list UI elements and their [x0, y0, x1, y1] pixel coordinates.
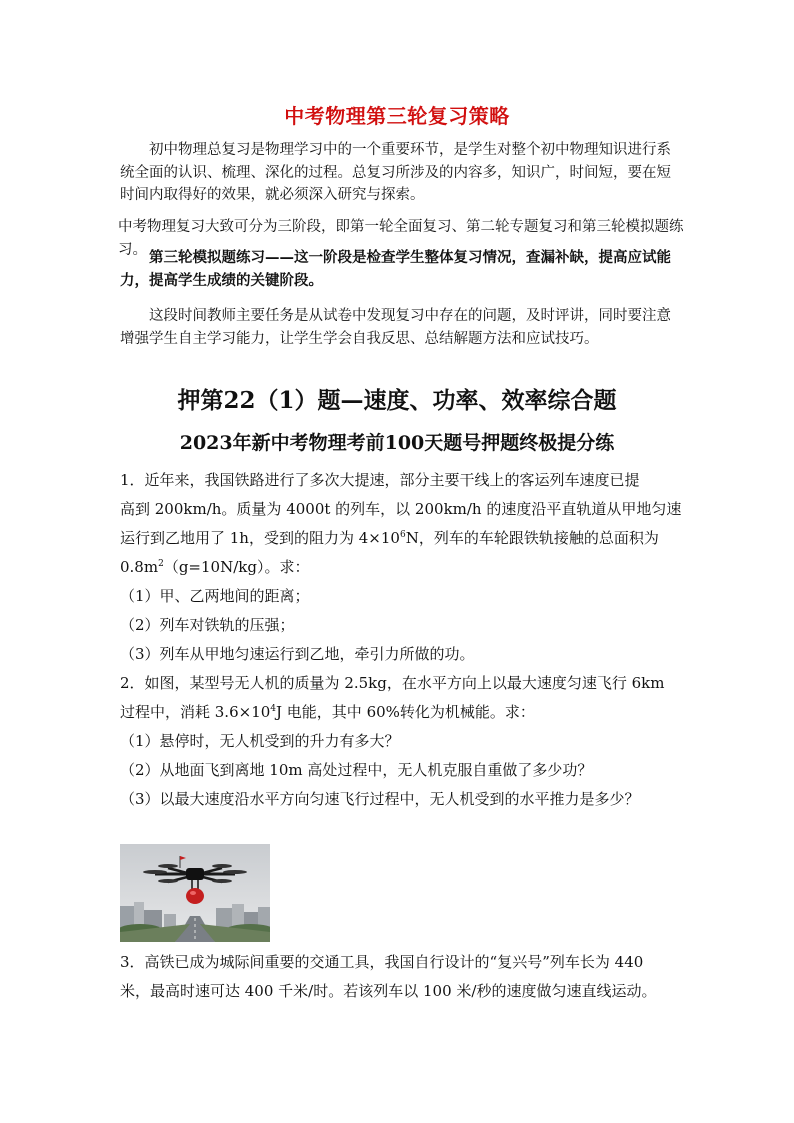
q2-line: 2．如图，某型号无人机的质量为 2.5kg，在水平方向上以最大速度匀速飞行 6km: [120, 674, 665, 692]
drone-illustration: [120, 844, 270, 942]
section-heading: 押第22（1）题—速度、功率、效率综合题: [177, 387, 617, 414]
intro-paragraph-2: 中考物理复习大致可分为三阶段，即第一轮全面复习、第二轮专题复习和第三轮模拟题练习。: [118, 219, 684, 258]
intro-paragraph-3: 第三轮模拟题练习——这一阶段是检查学生整体复习情况，查漏补缺，提高应试能力，提高学生成绩的关键阶段。: [120, 250, 671, 289]
drone-photo: [120, 844, 270, 942]
question-1: [120, 466, 690, 669]
question-3: [120, 948, 690, 1006]
q2-line: 过程中，消耗 $3.6\times 10^4J$ 电能，其中 60%转化为机械能。求：: [120, 703, 535, 721]
q1-line: $0.8m^2(g=10N/kg)$。求：: [120, 558, 310, 576]
q2-subquestion-1: （1）悬停时，无人机受到的升力有多大？: [120, 732, 400, 750]
question-2: [120, 669, 690, 814]
section-subheading: 2023年新中考物理考前100天题号押题终极提分练: [179, 432, 615, 454]
q1-subquestion-2: （2）列车对铁轨的压强；: [120, 616, 295, 634]
intro-paragraph-4: 这段时间教师主要任务是从试卷中发现复习中存在的问题，及时评讲，同时要注意增强学生自主学习能力，让学生学会自我反思、总结解题方法和应试技巧。: [120, 308, 671, 347]
q1-subquestion-3: （3）列车从甲地匀速运行到乙地，牵引力所做的功。: [120, 645, 475, 663]
intro-paragraph-1: 初中物理总复习是物理学习中的一个重要环节，是学生对整个初中物理知识进行系统全面的认识、梳理、深化的过程。总复习所涉及的内容多，知识广，时间短，要在短时间内取得好的效果，就必须深入研究与探索。: [120, 142, 671, 203]
q2-subquestion-2: （2）从地面飞到离地 10m 高处过程中，无人机克服自重做了多少功？: [120, 761, 593, 779]
q3-line: 3．高铁已成为城际间重要的交通工具，我国自行设计的“复兴号”列车长为 440: [120, 953, 644, 971]
q1-line: 运行到乙地用了 1h，受到的阻力为 $4\times 10^6N$，列车的车轮跟铁轨接触的总面积为: [120, 529, 659, 547]
q2-subquestion-3: （3）以最大速度沿水平方向匀速飞行过程中，无人机受到的水平推力是多少？: [120, 790, 640, 808]
q1-line: 1．近年来，我国铁路进行了多次大提速，部分主要干线上的客运列车速度已提: [120, 471, 640, 489]
page-title: 中考物理第三轮复习策略: [284, 104, 510, 128]
q3-line: 米，最高时速可达 400 千米/时。若该列车以 100 米/秒的速度做匀速直线运动。: [120, 982, 657, 1000]
q1-line: 高到 200km/h。质量为 4000t 的列车，以 200km/h 的速度沿平直轨道从甲地匀速: [120, 500, 682, 518]
q1-subquestion-1: （1）甲、乙两地间的距离；: [120, 587, 310, 605]
